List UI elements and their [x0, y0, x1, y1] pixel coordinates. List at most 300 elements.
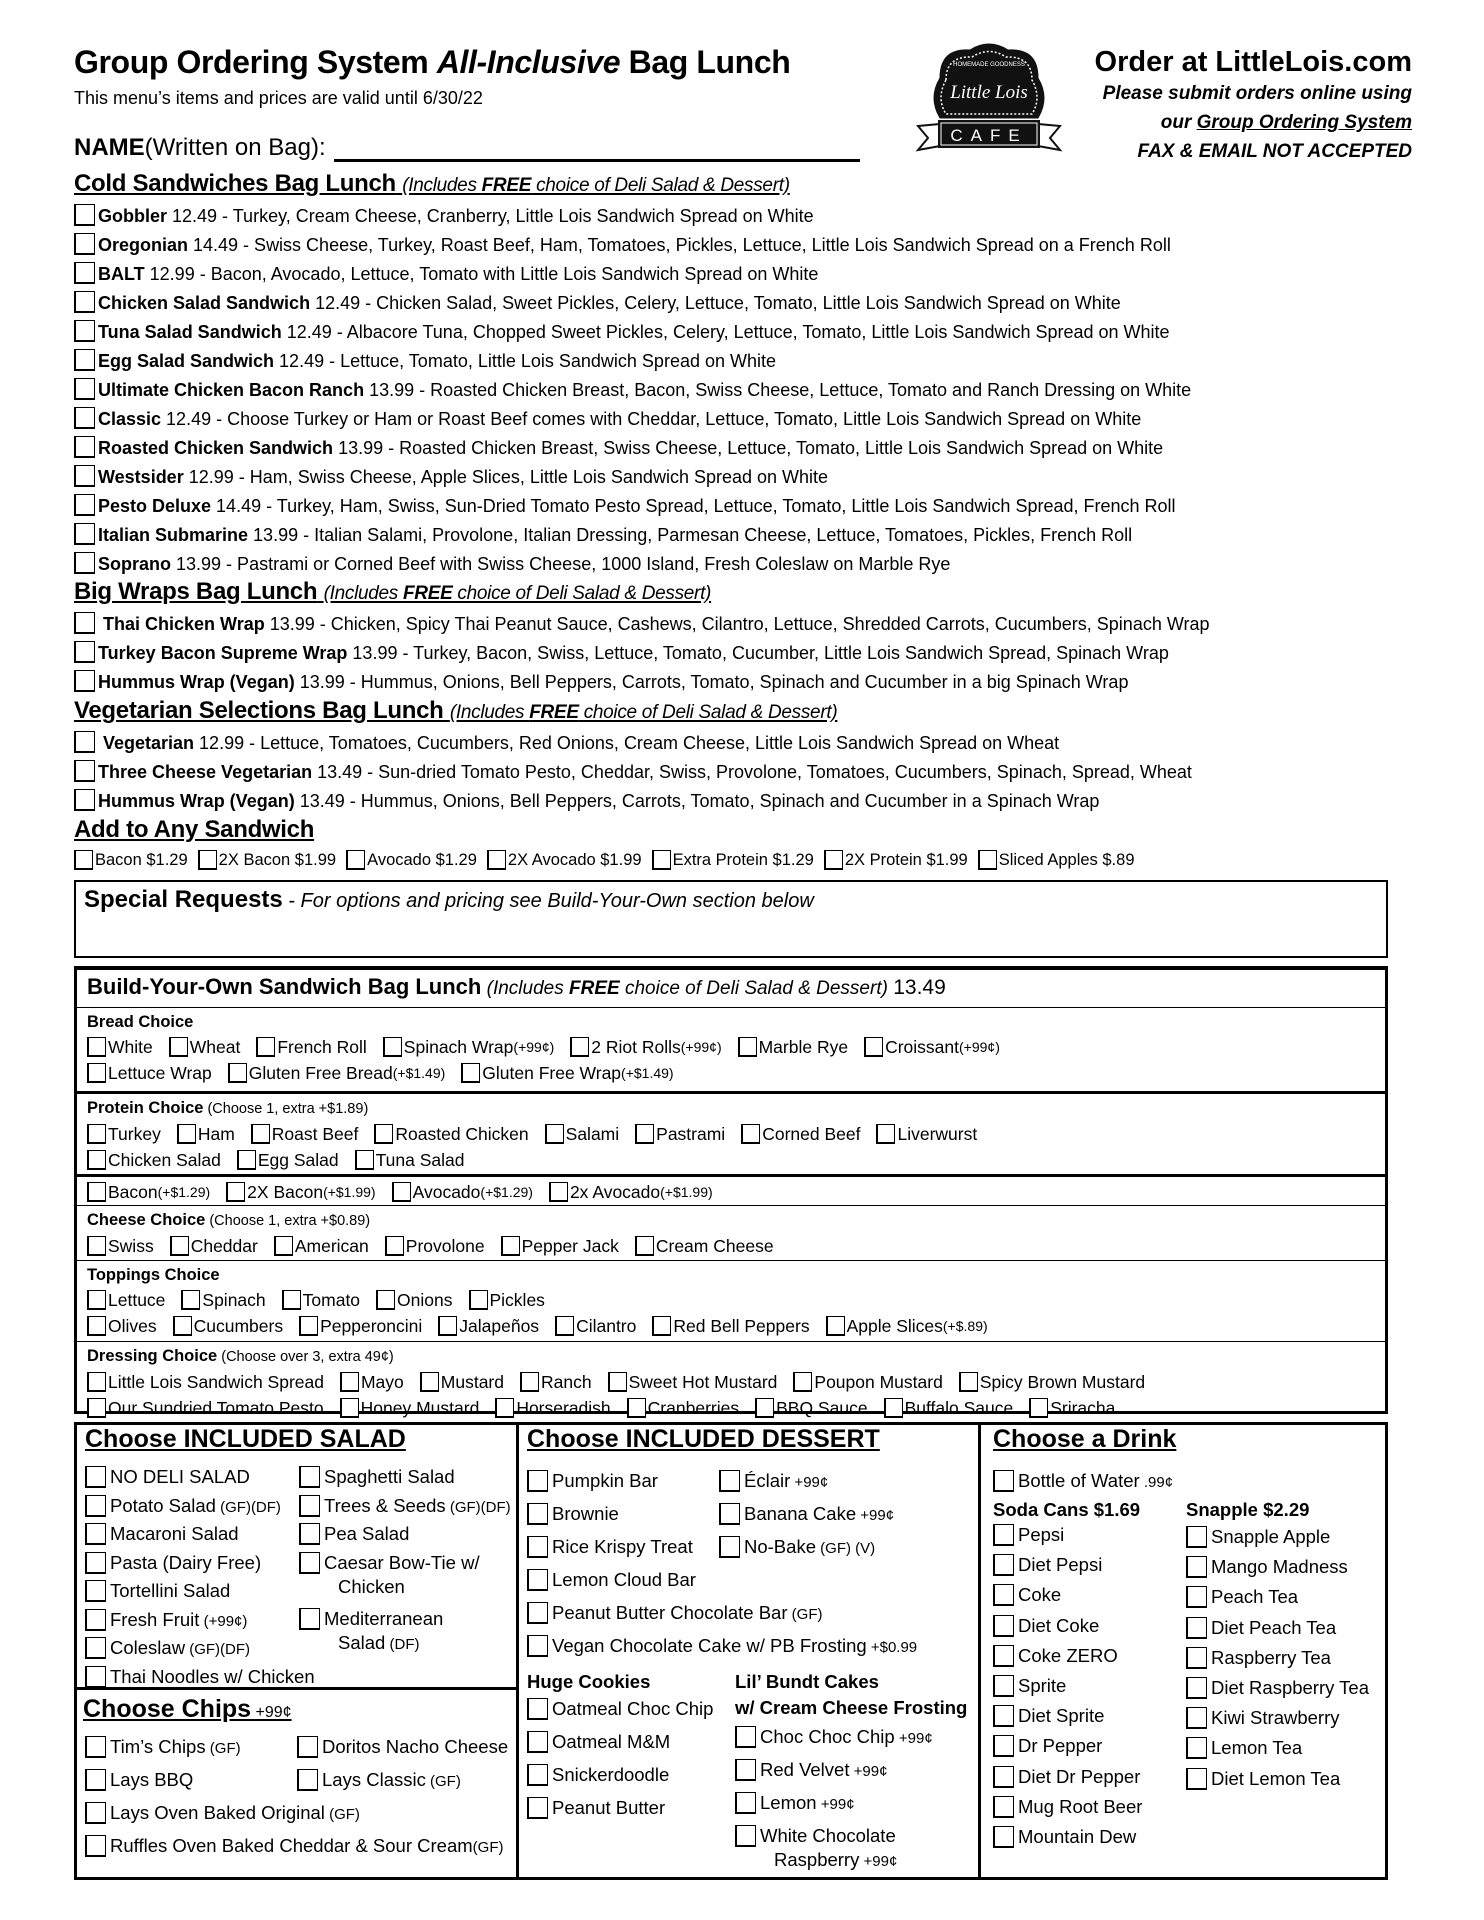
cookie-option[interactable] [527, 1730, 670, 1754]
checkbox[interactable] [85, 1523, 106, 1545]
choice-option[interactable] [87, 1060, 212, 1086]
menu-item[interactable] [74, 320, 1170, 344]
soda-option[interactable] [993, 1553, 1102, 1577]
salad-option[interactable] [85, 1522, 239, 1546]
checkbox[interactable] [85, 1637, 106, 1659]
snapple-option[interactable] [1186, 1676, 1369, 1700]
checkbox[interactable] [376, 1290, 395, 1310]
checkbox[interactable] [299, 1316, 318, 1336]
choice-option[interactable] [469, 1287, 545, 1313]
salad-option[interactable] [299, 1465, 455, 1489]
checkbox[interactable] [420, 1372, 439, 1392]
checkbox[interactable] [74, 407, 95, 429]
choice-option[interactable] [420, 1369, 504, 1395]
checkbox[interactable] [527, 1698, 548, 1720]
checkbox[interactable] [87, 1316, 106, 1336]
choice-option[interactable] [340, 1369, 404, 1395]
checkbox[interactable] [652, 1316, 671, 1336]
checkbox[interactable] [1186, 1617, 1207, 1639]
addon-option[interactable] [978, 850, 1135, 870]
checkbox[interactable] [282, 1290, 301, 1310]
checkbox[interactable] [85, 1552, 106, 1574]
menu-item[interactable] [74, 291, 1121, 315]
checkbox[interactable] [735, 1759, 756, 1781]
menu-item[interactable] [74, 552, 950, 576]
soda-option[interactable] [993, 1583, 1061, 1607]
choice-option[interactable] [87, 1147, 221, 1173]
addon-option[interactable] [198, 850, 336, 870]
checkbox[interactable] [85, 1802, 106, 1824]
dessert-option[interactable] [527, 1469, 658, 1493]
checkbox[interactable] [719, 1470, 740, 1492]
checkbox[interactable] [527, 1602, 548, 1624]
bundt-option[interactable] [735, 1758, 887, 1784]
item-text [1018, 1704, 1104, 1728]
choice-option[interactable] [570, 1034, 721, 1060]
menu-item[interactable] [74, 349, 776, 373]
addon-option[interactable] [74, 850, 188, 870]
item-text [1018, 1825, 1136, 1849]
toppings-choice-group [77, 1261, 1385, 1342]
soda-option[interactable] [993, 1825, 1136, 1849]
snapple-option[interactable] [1186, 1767, 1340, 1791]
checkbox[interactable] [527, 1635, 548, 1657]
checkbox[interactable] [74, 612, 95, 634]
choice-option[interactable] [608, 1369, 778, 1395]
salad-option[interactable] [299, 1522, 409, 1546]
section-note: (Includes FREE choice of Deli Salad & Dessert) [323, 583, 712, 604]
snapple-option[interactable] [1186, 1585, 1298, 1609]
checkbox[interactable] [1186, 1768, 1207, 1790]
chips-option[interactable] [297, 1768, 461, 1794]
choice-option[interactable] [87, 1233, 154, 1259]
choice-option[interactable] [555, 1313, 636, 1339]
checkbox[interactable] [1186, 1526, 1207, 1548]
snapple-option[interactable] [1186, 1646, 1331, 1670]
menu-item[interactable] [74, 494, 1176, 518]
checkbox[interactable] [993, 1796, 1014, 1818]
soda-option[interactable] [993, 1704, 1104, 1728]
choice-option[interactable] [376, 1287, 452, 1313]
checkbox[interactable] [993, 1766, 1014, 1788]
choice-option[interactable] [226, 1179, 375, 1205]
checkbox[interactable] [438, 1316, 457, 1336]
choice-option[interactable] [87, 1395, 324, 1421]
choice-option[interactable] [627, 1395, 739, 1421]
checkbox[interactable] [74, 789, 95, 811]
checkbox[interactable] [74, 850, 93, 870]
checkbox[interactable] [256, 1037, 275, 1057]
checkbox[interactable] [87, 1063, 106, 1083]
checkbox[interactable] [884, 1398, 903, 1418]
item-name: Westsider [98, 467, 184, 487]
bundt-option[interactable] [735, 1791, 855, 1817]
salad-option[interactable] [85, 1636, 250, 1662]
menu-item[interactable] [74, 760, 1192, 784]
cookie-option[interactable] [527, 1763, 669, 1787]
checkbox[interactable] [346, 850, 365, 870]
checkbox[interactable] [1186, 1556, 1207, 1578]
checkbox[interactable] [74, 233, 95, 255]
snapple-option[interactable] [1186, 1525, 1330, 1549]
choice-option[interactable] [884, 1395, 1014, 1421]
checkbox[interactable] [74, 552, 95, 574]
choice-option[interactable] [501, 1233, 619, 1259]
checkbox[interactable] [993, 1705, 1014, 1727]
checkbox[interactable] [85, 1580, 106, 1602]
checkbox[interactable] [738, 1037, 757, 1057]
dessert-option[interactable] [719, 1502, 894, 1528]
checkbox[interactable] [741, 1124, 760, 1144]
checkbox[interactable] [755, 1398, 774, 1418]
salad-option[interactable] [299, 1551, 480, 1599]
checkbox[interactable] [570, 1037, 589, 1057]
salad-option[interactable] [299, 1494, 511, 1520]
checkbox[interactable] [635, 1236, 654, 1256]
salad-option[interactable] [85, 1465, 250, 1489]
section-note: (Includes FREE choice of Deli Salad & Dessert) [449, 702, 838, 723]
checkbox[interactable] [978, 850, 997, 870]
item-label: Rice Krispy Treat [552, 1536, 693, 1557]
choice-option[interactable] [392, 1179, 533, 1205]
checkbox[interactable] [959, 1372, 978, 1392]
choice-option[interactable] [549, 1179, 713, 1205]
checkbox[interactable] [392, 1182, 411, 1202]
checkbox[interactable] [735, 1726, 756, 1748]
checkbox[interactable] [85, 1736, 106, 1758]
checkbox[interactable] [1186, 1677, 1207, 1699]
checkbox[interactable] [527, 1731, 548, 1753]
order-website-link[interactable]: Order at LittleLois.com [1094, 46, 1412, 78]
checkbox[interactable] [826, 1316, 845, 1336]
checkbox[interactable] [85, 1495, 106, 1517]
chips-option[interactable] [85, 1735, 241, 1761]
toppings-options-row-2 [87, 1313, 1375, 1339]
choice-option[interactable] [237, 1147, 339, 1173]
snapple-option[interactable] [1186, 1706, 1340, 1730]
choice-option[interactable] [793, 1369, 942, 1395]
checkbox[interactable] [87, 1290, 106, 1310]
choice-option[interactable] [374, 1121, 528, 1147]
choice-option[interactable] [652, 1313, 809, 1339]
chips-option[interactable] [85, 1834, 503, 1860]
salad-option[interactable] [85, 1494, 281, 1520]
checkbox[interactable] [501, 1236, 520, 1256]
checkbox[interactable] [251, 1124, 270, 1144]
chips-option[interactable] [85, 1801, 360, 1827]
checkbox[interactable] [299, 1495, 320, 1517]
checkbox[interactable] [74, 436, 95, 458]
soda-option[interactable] [993, 1644, 1118, 1668]
choice-option[interactable] [177, 1121, 235, 1147]
checkbox[interactable] [1029, 1398, 1048, 1418]
checkbox[interactable] [1186, 1707, 1207, 1729]
water-option[interactable] [993, 1469, 1173, 1495]
dessert-option[interactable] [527, 1502, 619, 1526]
chips-option[interactable] [297, 1735, 508, 1759]
bundt-option[interactable] [735, 1725, 933, 1751]
choice-option[interactable] [251, 1121, 359, 1147]
addon-option[interactable] [487, 850, 642, 870]
checkbox[interactable] [87, 1372, 106, 1392]
choice-option[interactable] [741, 1121, 860, 1147]
dessert-option[interactable] [719, 1469, 828, 1495]
checkbox[interactable] [87, 1398, 106, 1418]
item-label: Coke ZERO [1018, 1644, 1118, 1666]
checkbox[interactable] [993, 1524, 1014, 1546]
menu-item[interactable] [74, 641, 1169, 665]
group-ordering-system-link[interactable]: Group Ordering System [1196, 112, 1412, 133]
checkbox[interactable] [608, 1372, 627, 1392]
checkbox[interactable] [181, 1290, 200, 1310]
salad-option[interactable] [85, 1551, 261, 1575]
checkbox[interactable] [74, 670, 95, 692]
checkbox[interactable] [527, 1764, 548, 1786]
name-input-line[interactable] [334, 136, 860, 162]
choice-option[interactable] [256, 1034, 366, 1060]
choice-option[interactable] [340, 1395, 480, 1421]
checkbox[interactable] [527, 1536, 548, 1558]
checkbox[interactable] [74, 349, 95, 371]
choice-option[interactable] [635, 1233, 774, 1259]
checkbox[interactable] [635, 1124, 654, 1144]
dessert-option[interactable] [719, 1535, 875, 1561]
checkbox[interactable] [299, 1608, 320, 1630]
choice-option[interactable] [87, 1034, 153, 1060]
choice-option[interactable] [282, 1287, 360, 1313]
checkbox[interactable] [74, 262, 95, 284]
salad-option[interactable] [85, 1665, 315, 1689]
checkbox[interactable] [74, 523, 95, 545]
checkbox[interactable] [74, 465, 95, 487]
checkbox[interactable] [549, 1182, 568, 1202]
soda-option[interactable] [993, 1523, 1064, 1547]
dessert-option[interactable] [527, 1568, 696, 1592]
choice-option[interactable] [385, 1233, 485, 1259]
checkbox[interactable] [993, 1615, 1014, 1637]
snapple-option[interactable] [1186, 1555, 1348, 1579]
checkbox[interactable] [1186, 1737, 1207, 1759]
checkbox[interactable] [735, 1825, 756, 1847]
soda-option[interactable] [993, 1674, 1066, 1698]
checkbox[interactable] [993, 1645, 1014, 1667]
choice-option[interactable] [1029, 1395, 1115, 1421]
checkbox[interactable] [461, 1063, 480, 1083]
checkbox[interactable] [487, 850, 506, 870]
checkbox[interactable] [495, 1398, 514, 1418]
checkbox[interactable] [87, 1037, 106, 1057]
salad-option[interactable] [85, 1608, 247, 1634]
item-tag: (GF) [205, 1740, 241, 1757]
choice-option[interactable] [864, 1034, 1000, 1060]
choice-option[interactable] [635, 1121, 725, 1147]
choice-option[interactable] [355, 1147, 465, 1173]
checkbox[interactable] [383, 1037, 402, 1057]
item-description: 12.49 - Turkey, Cream Cheese, Cranberry, Little Lois Sandwich Spread on White [167, 206, 814, 226]
checkbox[interactable] [1186, 1647, 1207, 1669]
checkbox[interactable] [198, 850, 217, 870]
menu-item[interactable] [74, 204, 814, 228]
addon-option[interactable] [652, 850, 814, 870]
choice-option[interactable] [170, 1233, 258, 1259]
choice-option[interactable] [87, 1287, 165, 1313]
checkbox[interactable] [627, 1398, 646, 1418]
checkbox[interactable] [719, 1503, 740, 1525]
cookie-option[interactable] [527, 1796, 665, 1820]
salad-option[interactable] [85, 1579, 230, 1603]
checkbox[interactable] [993, 1470, 1014, 1492]
checkbox[interactable] [74, 641, 95, 663]
checkbox[interactable] [340, 1372, 359, 1392]
checkbox[interactable] [74, 291, 95, 313]
checkbox[interactable] [824, 850, 843, 870]
menu-item[interactable] [74, 612, 1210, 636]
choice-option[interactable] [876, 1121, 977, 1147]
snapple-option[interactable] [1186, 1736, 1302, 1760]
checkbox[interactable] [274, 1236, 293, 1256]
menu-item[interactable] [74, 523, 1132, 547]
checkbox[interactable] [297, 1769, 318, 1791]
choice-option[interactable] [274, 1233, 369, 1259]
checkbox[interactable] [993, 1675, 1014, 1697]
checkbox[interactable] [469, 1290, 488, 1310]
checkbox[interactable] [87, 1150, 106, 1170]
checkbox[interactable] [297, 1736, 318, 1758]
choice-option[interactable] [755, 1395, 867, 1421]
soda-option[interactable] [993, 1795, 1142, 1819]
addon-option[interactable] [346, 850, 477, 870]
menu-item[interactable] [74, 378, 1191, 402]
checkbox[interactable] [385, 1236, 404, 1256]
menu-item[interactable] [74, 262, 818, 286]
menu-item[interactable] [74, 233, 1171, 257]
menu-item[interactable] [74, 465, 828, 489]
bundt-option[interactable] [735, 1824, 897, 1874]
checkbox[interactable] [993, 1735, 1014, 1757]
checkbox[interactable] [74, 320, 95, 342]
choice-option[interactable] [545, 1121, 620, 1147]
item-name: Roasted Chicken Sandwich [98, 438, 334, 458]
option-label: Mayo [360, 1372, 404, 1392]
item-text [1211, 1555, 1348, 1579]
checkbox[interactable] [993, 1584, 1014, 1606]
checkbox[interactable] [340, 1398, 359, 1418]
choice-option[interactable] [173, 1313, 283, 1339]
checkbox[interactable] [299, 1466, 320, 1488]
option-price: (+$.89) [942, 1318, 988, 1334]
soda-option[interactable] [993, 1614, 1099, 1638]
soda-option[interactable] [993, 1765, 1140, 1789]
checkbox[interactable] [226, 1182, 245, 1202]
checkbox[interactable] [237, 1150, 256, 1170]
menu-item[interactable] [74, 789, 1099, 813]
checkbox[interactable] [85, 1609, 106, 1631]
menu-item[interactable] [74, 670, 1128, 694]
menu-item[interactable] [74, 731, 1059, 755]
checkbox[interactable] [299, 1523, 320, 1545]
choice-option[interactable] [228, 1060, 446, 1086]
choice-option[interactable] [959, 1369, 1145, 1395]
checkbox[interactable] [85, 1769, 106, 1791]
choice-option[interactable] [826, 1313, 988, 1339]
checkbox[interactable] [87, 1182, 106, 1202]
checkbox[interactable] [173, 1316, 192, 1336]
choice-option[interactable] [738, 1034, 848, 1060]
checkbox[interactable] [299, 1552, 320, 1574]
checkbox[interactable] [169, 1037, 188, 1057]
choice-option[interactable] [87, 1369, 324, 1395]
checkbox[interactable] [177, 1124, 196, 1144]
choice-option[interactable] [87, 1179, 210, 1205]
checkbox[interactable] [170, 1236, 189, 1256]
choice-option[interactable] [299, 1313, 422, 1339]
soda-option[interactable] [993, 1734, 1102, 1758]
checkbox[interactable] [793, 1372, 812, 1392]
choice-option[interactable] [181, 1287, 265, 1313]
chips-option[interactable] [85, 1768, 193, 1792]
checkbox[interactable] [527, 1470, 548, 1492]
choice-option[interactable] [495, 1395, 610, 1421]
checkbox[interactable] [74, 760, 95, 782]
checkbox[interactable] [87, 1124, 106, 1144]
menu-item[interactable] [74, 436, 1163, 460]
checkbox[interactable] [735, 1792, 756, 1814]
dessert-option[interactable] [527, 1601, 823, 1627]
checkbox[interactable] [74, 731, 95, 753]
checkbox[interactable] [864, 1037, 883, 1057]
choice-option[interactable] [520, 1369, 592, 1395]
special-requests-box[interactable] [74, 880, 1388, 958]
checkbox[interactable] [520, 1372, 539, 1392]
choice-option[interactable] [87, 1121, 161, 1147]
checkbox[interactable] [993, 1826, 1014, 1848]
snapple-option[interactable] [1186, 1616, 1336, 1640]
checkbox[interactable] [85, 1666, 106, 1688]
checkbox[interactable] [527, 1797, 548, 1819]
dessert-option[interactable] [527, 1535, 693, 1559]
cookie-option[interactable] [527, 1697, 713, 1721]
checkbox[interactable] [228, 1063, 247, 1083]
dessert-option[interactable] [527, 1634, 917, 1660]
checkbox[interactable] [374, 1124, 393, 1144]
checkbox[interactable] [355, 1150, 374, 1170]
checkbox[interactable] [1186, 1586, 1207, 1608]
checkbox[interactable] [719, 1536, 740, 1558]
choice-option[interactable] [383, 1034, 554, 1060]
checkbox[interactable] [87, 1236, 106, 1256]
choice-option[interactable] [438, 1313, 539, 1339]
checkbox[interactable] [652, 850, 671, 870]
checkbox[interactable] [876, 1124, 895, 1144]
checkbox[interactable] [555, 1316, 574, 1336]
addon-option[interactable] [824, 850, 968, 870]
salad-option[interactable] [299, 1607, 443, 1657]
choice-option[interactable] [169, 1034, 241, 1060]
choice-option[interactable] [87, 1313, 157, 1339]
checkbox[interactable] [74, 378, 95, 400]
checkbox[interactable] [85, 1466, 106, 1488]
checkbox[interactable] [74, 494, 95, 516]
sides-and-drinks-section [74, 1422, 1388, 1880]
checkbox[interactable] [527, 1503, 548, 1525]
checkbox[interactable] [85, 1835, 106, 1857]
menu-item[interactable] [74, 407, 1141, 431]
checkbox[interactable] [527, 1569, 548, 1591]
checkbox[interactable] [993, 1554, 1014, 1576]
checkbox[interactable] [74, 204, 95, 226]
choice-option[interactable] [461, 1060, 673, 1086]
checkbox[interactable] [545, 1124, 564, 1144]
